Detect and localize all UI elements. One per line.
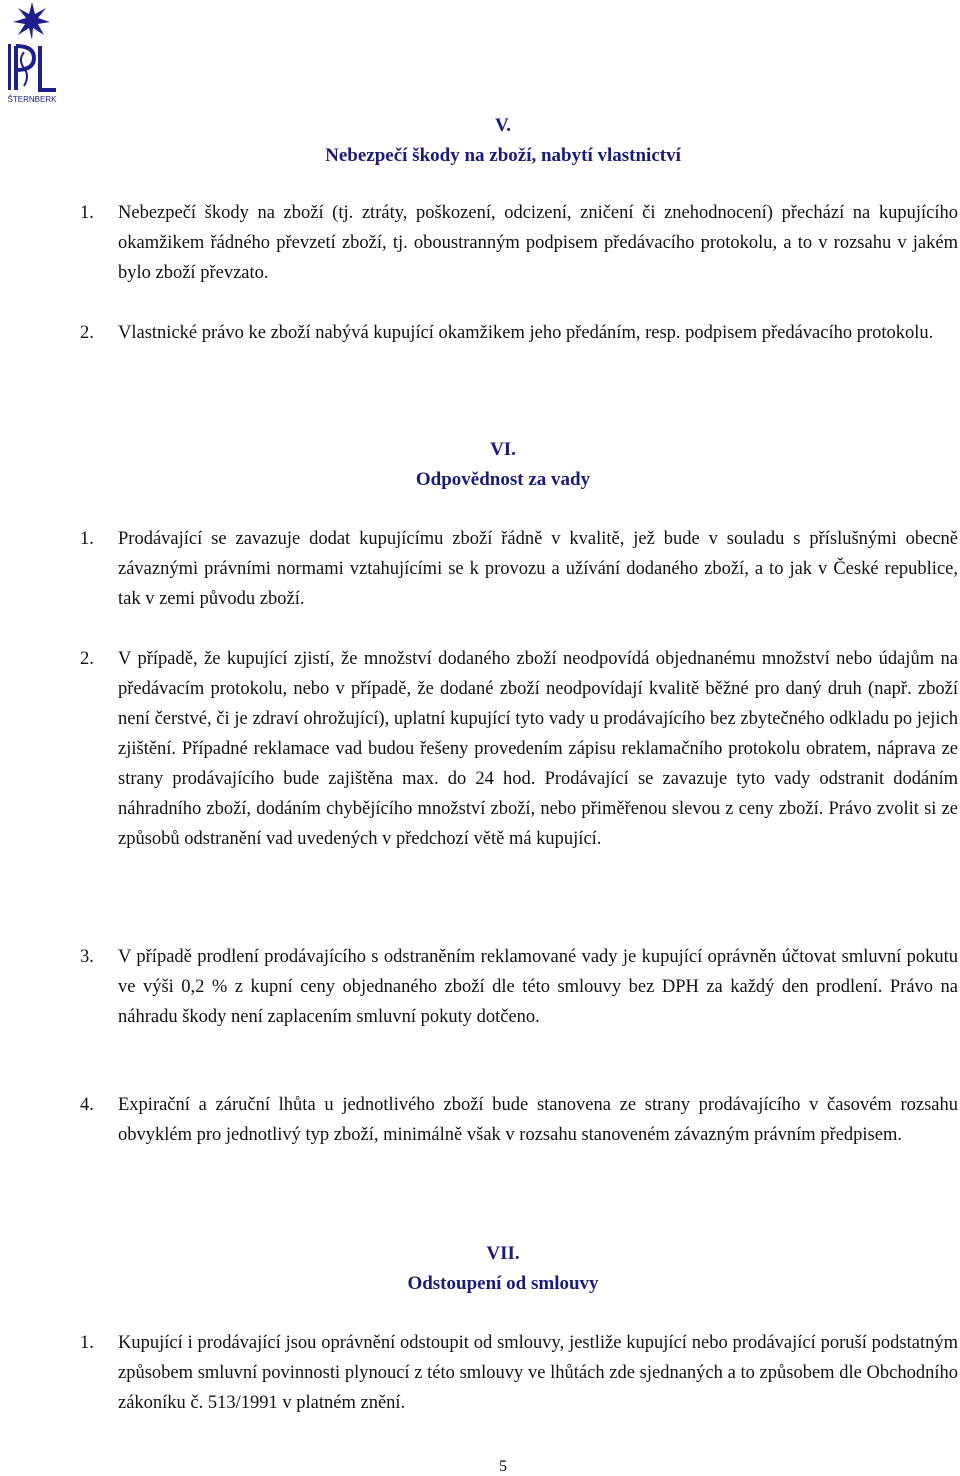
item-text: V případě prodlení prodávajícího s odstraněním reklamované vady je kupující oprávněn účtovat smluvní pokutu ve výši 0,2 % z kupní ceny objednaného zboží dle této smlouvy bez DPH za každý den prodlení. Právo na náhradu škody není zaplacením smluvní pokuty dotčeno. xyxy=(118,947,958,1027)
list-item xyxy=(80,644,958,854)
item-number: 1. xyxy=(80,1333,94,1353)
item-number: 3. xyxy=(80,947,94,967)
section-list xyxy=(80,1090,958,1150)
section-list xyxy=(80,524,958,614)
list-item xyxy=(80,942,958,1032)
list-item xyxy=(80,524,958,614)
section-number: V. xyxy=(494,115,512,136)
section-list xyxy=(80,644,958,854)
logo-text: ŠTERNBERK xyxy=(7,95,57,104)
section-list xyxy=(80,942,958,1032)
section-title: Odpovědnost za vady xyxy=(415,469,591,490)
section-number: VI. xyxy=(490,439,516,460)
item-text: Vlastnické právo ke zboží nabývá kupující okamžikem jeho předáním, resp. podpisem předávacího protokolu. xyxy=(118,323,934,343)
item-text: Prodávající se zavazuje dodat kupujícímu zboží řádně v kvalitě, jež bude v souladu s příslušnými obecně závaznými právními normami vztahujícími se k provozu a užívání dodaného zboží, a to jak v České republice, tak v zemi původu zboží. xyxy=(118,529,958,609)
hospital-logo xyxy=(4,2,60,106)
page-number: 5 xyxy=(499,1458,507,1475)
item-number: 1. xyxy=(80,529,94,549)
item-text: Nebezpečí škody na zboží (tj. ztráty, poškození, odcizení, zničení či znehodnocení) přechází na kupujícího okamžikem řádného převzetí zboží, tj. oboustranným podpisem předávacího protokolu, a to v rozsahu v jakém bylo zboží převzato. xyxy=(118,203,958,283)
list-item xyxy=(80,318,958,348)
list-item xyxy=(80,1328,958,1418)
item-text: Kupující i prodávající jsou oprávnění odstoupit od smlouvy, jestliže kupující nebo prodávající poruší podstatným způsobem smluvní povinnosti plynoucí z této smlouvy ve lhůtách zde sjednaných a to způsobem dle Obchodního zákoníku č. 513/1991 v platném znění. xyxy=(118,1333,958,1413)
item-number: 2. xyxy=(80,323,94,343)
list-item xyxy=(80,198,958,288)
section-title: Nebezpečí škody na zboží, nabytí vlastnictví xyxy=(325,145,681,166)
item-number: 4. xyxy=(80,1095,94,1115)
section-title: Odstoupení od smlouvy xyxy=(407,1273,599,1294)
list-item xyxy=(80,1090,958,1150)
section-number: VII. xyxy=(486,1243,520,1264)
section-list xyxy=(80,198,958,288)
section-list xyxy=(80,318,958,348)
item-number: 1. xyxy=(80,203,94,223)
item-text: Expirační a záruční lhůta u jednotlivého zboží bude stanovena ze strany prodávajícího v časovém rozsahu obvyklém pro jednotlivý typ zboží, minimálně však v rozsahu stanoveném závazným právním předpisem. xyxy=(118,1095,958,1145)
item-number: 2. xyxy=(80,649,94,669)
item-text: V případě, že kupující zjistí, že množství dodaného zboží neodpovídá objednanému množství nebo údajům na předávacím protokolu, nebo v případě, že dodané zboží neodpovídají kvalitě běžné pro daný druh (např. zboží není čerstvé, či je zdraví ohrožující), uplatní kupující tyto vady u prodávajícího bez zbytečného odkladu po jejich zjištění. Případné reklamace vad budou řešeny provedením zápisu reklamačního protokolu obratem, náprava ze strany prodávajícího bude zajištěna max. do 24 hod. Prodávající se zavazuje tyto vady odstranit dodáním náhradního zboží, dodáním chybějícího množství zboží, nebo přiměřenou slevou z ceny zboží. Právo zvolit si ze způsobů odstranění vad uvedených v předchozí větě má kupující. xyxy=(118,649,958,849)
section-list xyxy=(80,1328,958,1418)
